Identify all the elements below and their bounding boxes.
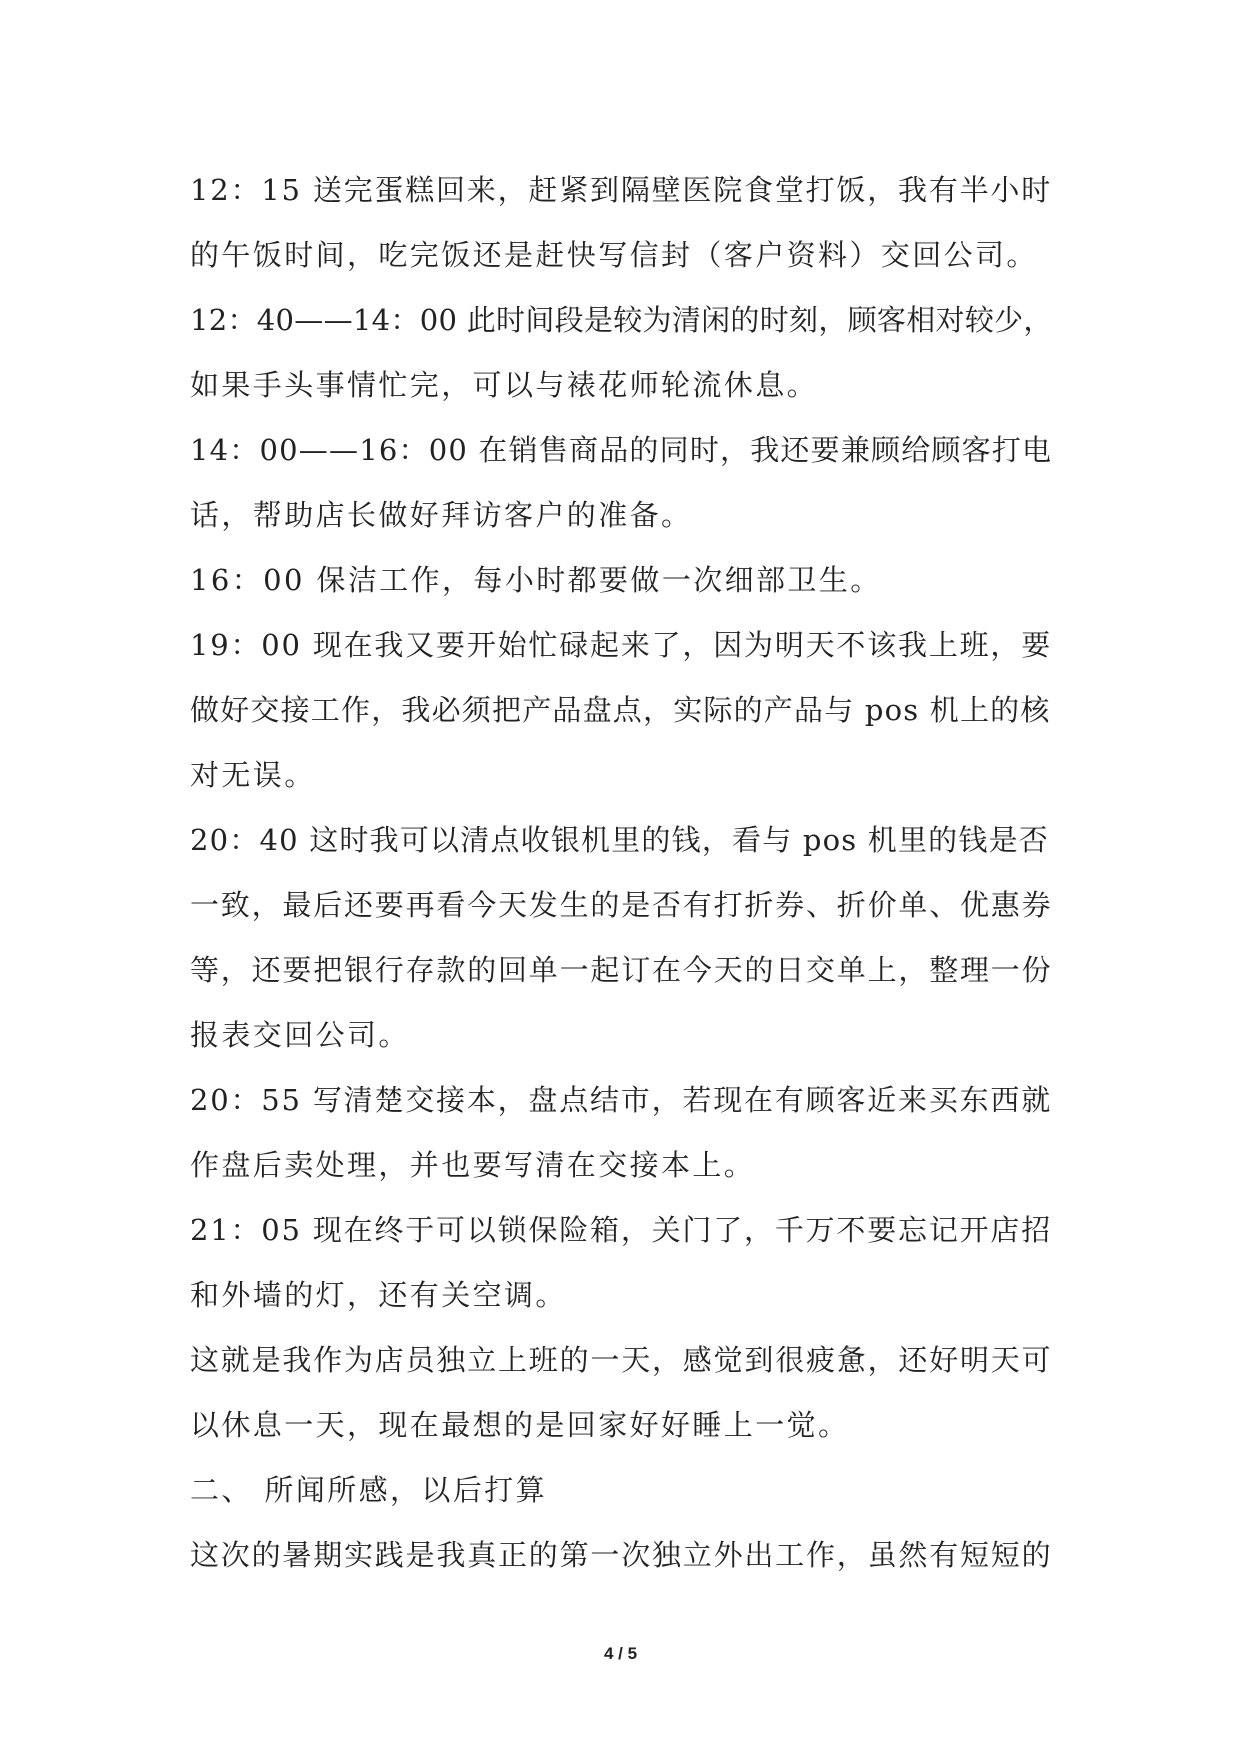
text-line: 21：05 现在终于可以锁保险箱，关门了，千万不要忘记开店招 bbox=[190, 1213, 1053, 1247]
document-body bbox=[190, 158, 1058, 1588]
text-line: 如果手头事情忙完，可以与裱花师轮流休息。 bbox=[190, 368, 819, 402]
text-line: 和外墙的灯，还有关空调。 bbox=[190, 1278, 567, 1312]
text-line: 作盘后卖处理，并也要写清在交接本上。 bbox=[190, 1148, 756, 1182]
text-line: 等，还要把银行存款的回单一起订在今天的日交单上，整理一份 bbox=[190, 953, 1053, 987]
text-line: 以休息一天，现在最想的是回家好好睡上一觉。 bbox=[190, 1408, 850, 1442]
text-line: 报表交回公司。 bbox=[190, 1018, 410, 1052]
text-line: 对无误。 bbox=[190, 758, 316, 792]
text-line: 20：55 写清楚交接本，盘点结市，若现在有顾客近来买东西就 bbox=[190, 1083, 1053, 1117]
text-line: 20：40 这时我可以清点收银机里的钱，看与 pos 机里的钱是否 bbox=[190, 823, 1049, 857]
text-line: 12：40——14：00 此时间段是较为清闲的时刻，顾客相对较少， bbox=[190, 303, 1053, 337]
section-heading: 二、 所闻所感，以后打算 bbox=[190, 1473, 548, 1507]
text-line: 19：00 现在我又要开始忙碌起来了，因为明天不该我上班，要 bbox=[190, 628, 1053, 662]
text-line: 这就是我作为店员独立上班的一天，感觉到很疲惫，还好明天可 bbox=[190, 1343, 1053, 1377]
text-line: 一致，最后还要再看今天发生的是否有打折券、折价单、优惠券 bbox=[190, 888, 1053, 922]
text-line: 12：15 送完蛋糕回来，赶紧到隔壁医院食堂打饭，我有半小时 bbox=[190, 173, 1053, 207]
text-line: 话，帮助店长做好拜访客户的准备。 bbox=[190, 498, 693, 532]
text-line: 这次的暑期实践是我真正的第一次独立外出工作，虽然有短短的 bbox=[190, 1538, 1053, 1572]
text-line: 16：00 保洁工作，每小时都要做一次细部卫生。 bbox=[190, 563, 882, 597]
text-line: 14：00——16：00 在销售商品的同时，我还要兼顾给顾客打电 bbox=[190, 433, 1053, 467]
text-line: 做好交接工作，我必须把产品盘点，实际的产品与 pos 机上的核 bbox=[190, 693, 1051, 727]
text-line: 的午饭时间，吃完饭还是赶快写信封（客户资料）交回公司。 bbox=[190, 238, 1038, 272]
page-number: 4 / 5 bbox=[603, 1644, 638, 1663]
